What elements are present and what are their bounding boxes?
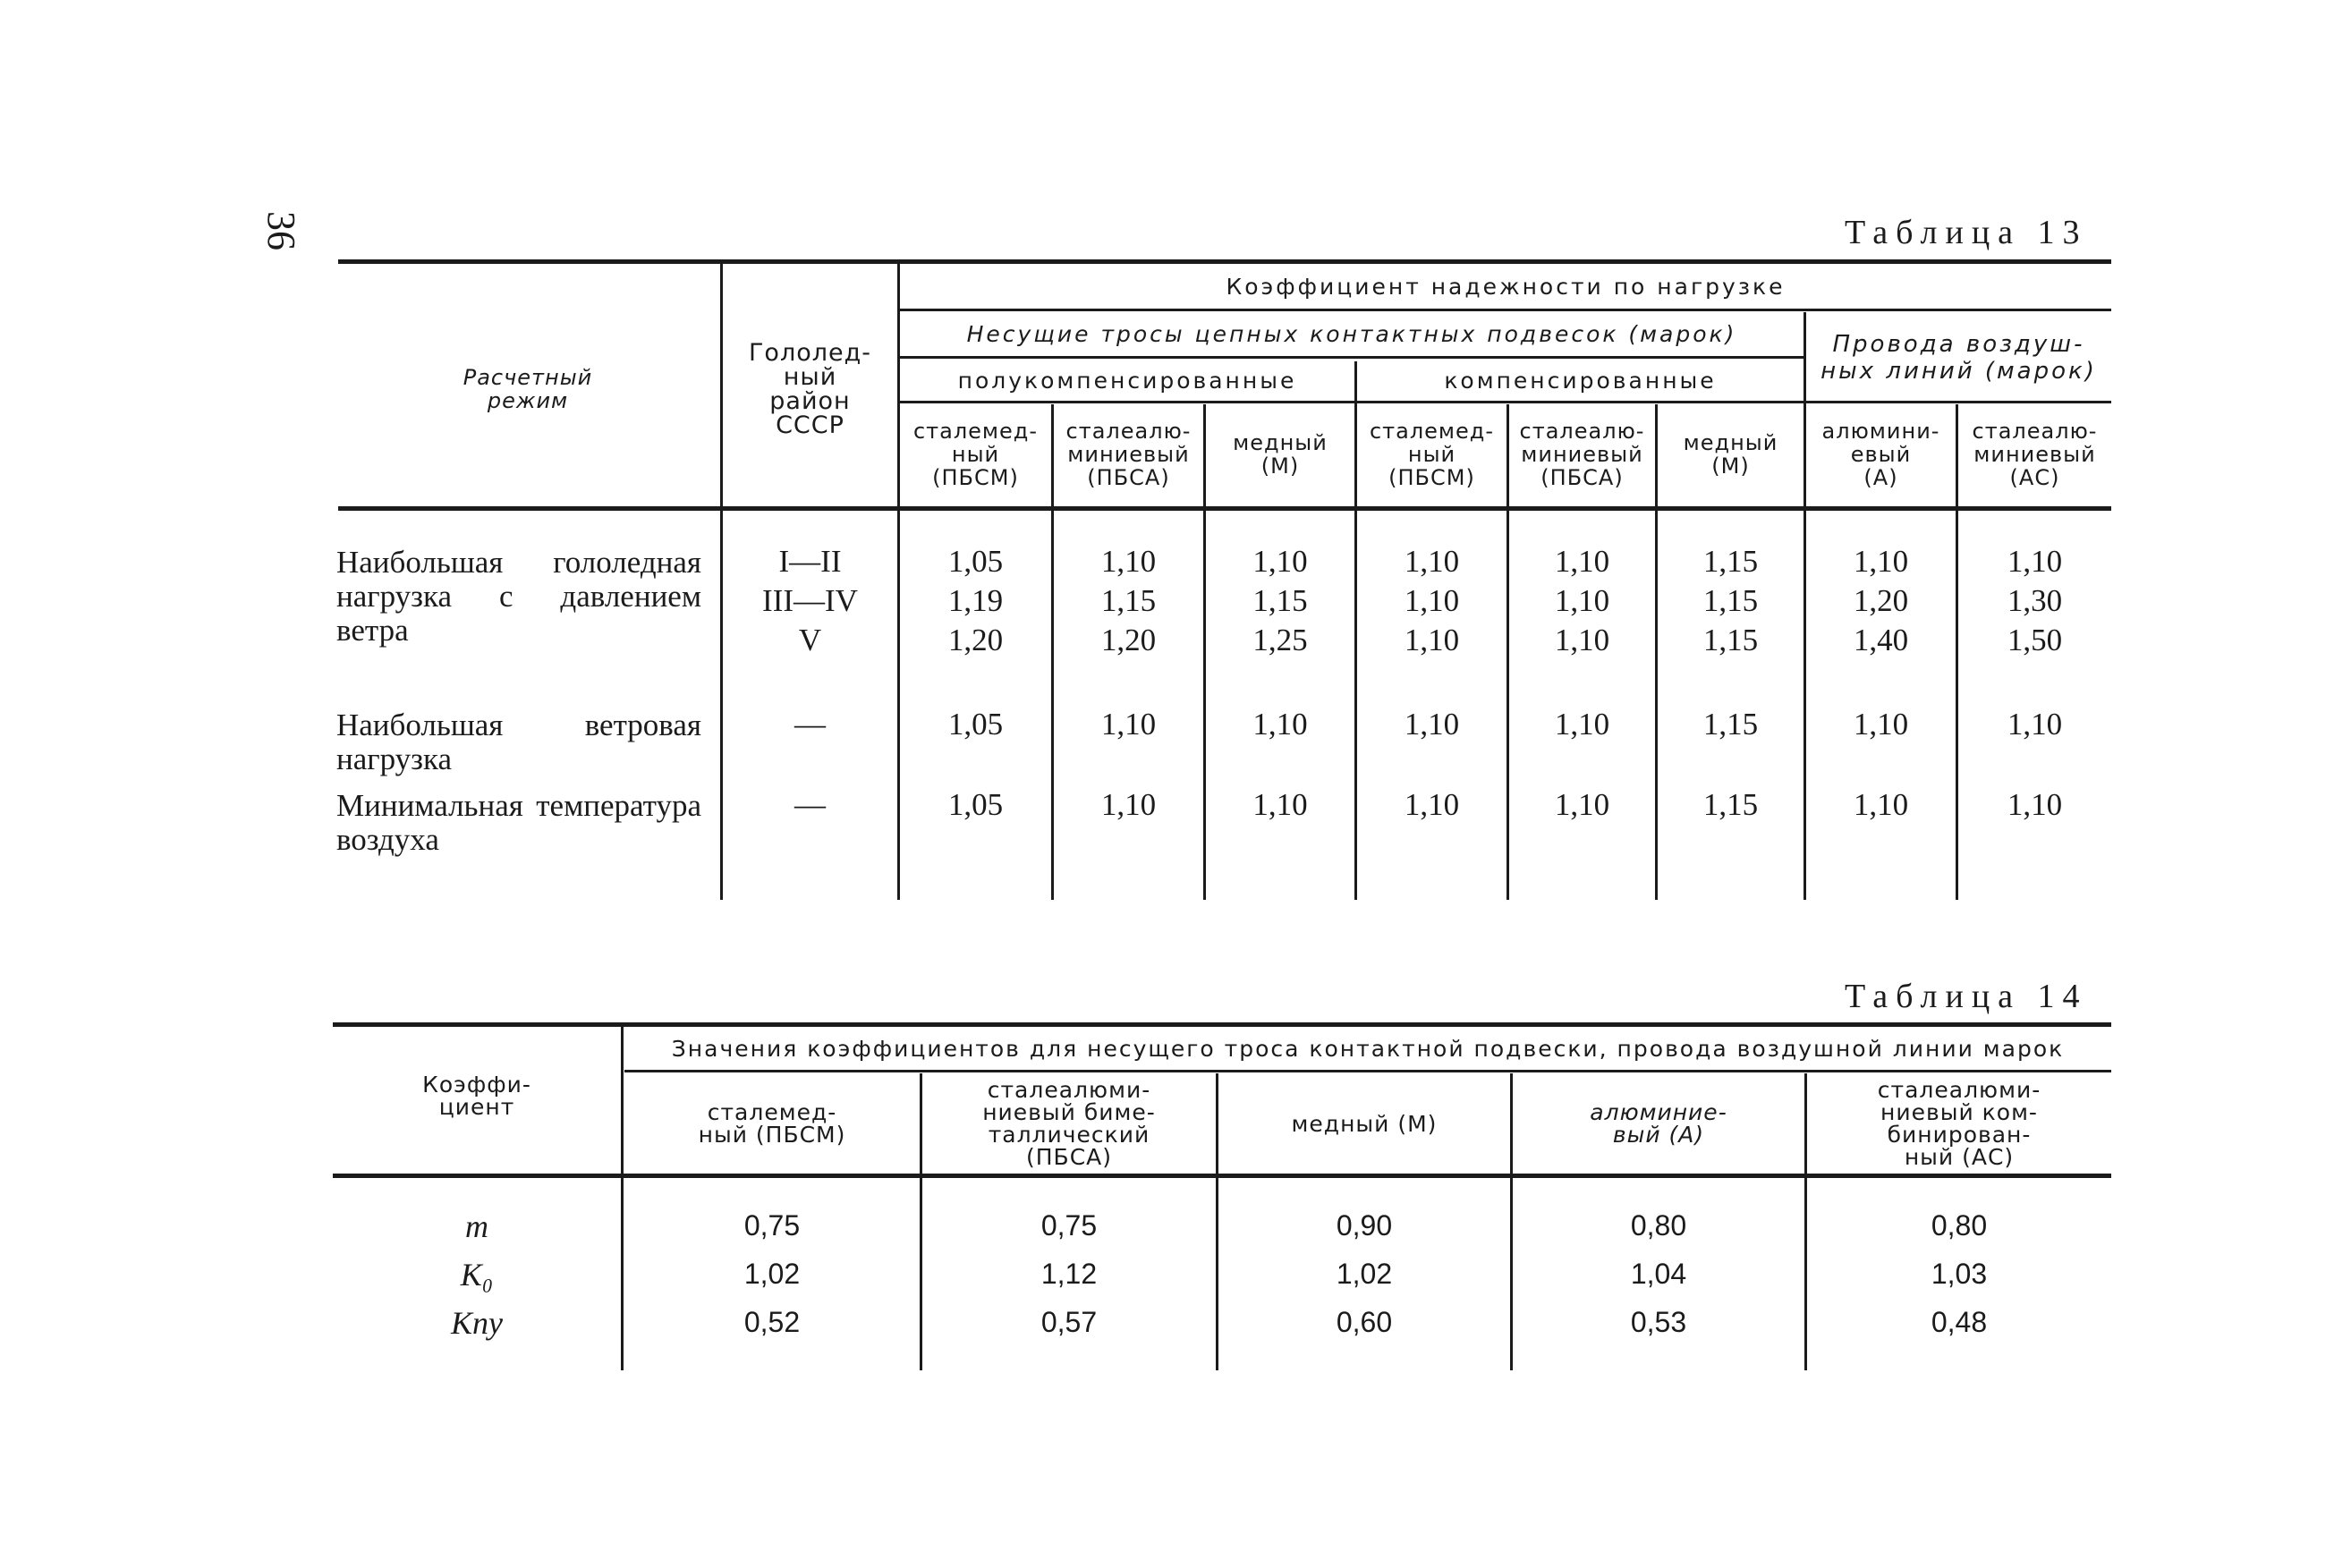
t14-header-col-1: сталемед- ный (ПБСМ) [698,1099,846,1148]
table13-cell: 1,10 1,20 1,40 [1853,544,1909,657]
table13-cell: 1,15 [1702,787,1759,822]
table13-cell: 1,10 [1404,707,1460,742]
table13-cell: 1,10 [2007,707,2063,742]
header-overhead-wires: Провода воздуш- ных линий (марок) [1821,331,2097,385]
table13-row-label: Наибольшая ветровая нагрузка [336,708,701,776]
t14-cell: 0,80 [1931,1209,1988,1242]
table13-top-rule [338,259,2111,264]
t14-cell: 1,02 [1336,1258,1393,1290]
header-region: Гололед- ный район СССР [748,339,872,439]
table13-cell: 1,10 1,10 1,10 [1404,544,1460,657]
t14-cell: 1,02 [743,1258,801,1290]
t14-cell: 0,75 [743,1209,801,1242]
table13-row-label: Наибольшая гололедная нагрузка с давлением ветра [336,545,701,648]
table13-row-region: — [794,707,826,742]
t14-header-col-3: медный (М) [1291,1110,1438,1137]
table13-cell: 1,10 [1853,707,1909,742]
header-col-3: медный (М) [1233,430,1328,479]
table13-cell: 1,10 [1100,787,1157,822]
t14-cell: 0,60 [1336,1306,1393,1338]
table13-cell: 1,10 [2007,787,2063,822]
t14-row-label: Kпу [451,1305,503,1341]
table13-header-rule [338,506,2111,511]
t14-cell: 0,90 [1336,1209,1393,1242]
header-col-1: сталемед- ный (ПБСМ) [912,419,1039,490]
table13-caption: Таблица 13 [1845,214,2088,251]
header-compensated: компенсированные [1444,367,1717,394]
t14-cell: 1,12 [1040,1258,1098,1290]
header-semi-compensated: полукомпенсированные [957,367,1297,394]
table13-cell: 1,10 [1554,707,1610,742]
table13-cell: 1,05 [947,787,1004,822]
t14-cell: 0,57 [1040,1306,1098,1338]
header-carrier-cables: Несущие тросы цепных контактных подвесок (марок) [966,320,1737,347]
header-col-6: медный (М) [1683,430,1778,479]
header-col-7: алюмини- евый (А) [1821,419,1940,490]
t14-cell: 0,52 [743,1306,801,1338]
table14-header-rule [333,1174,2111,1178]
table14-vline [621,1026,624,1370]
table13-cell: 1,10 [1853,787,1909,822]
table13-cell: 1,05 [947,707,1004,742]
page-number: 36 [259,211,303,250]
header-col-2: сталеалю- миниевый (ПБСА) [1065,419,1192,490]
t14-cell: 1,03 [1931,1258,1988,1290]
t14-header-col-2: сталеалюми- ниевый биме- таллический (ПБСА) [982,1077,1156,1170]
table13-rule-carrier [900,356,1804,359]
t14-cell: 0,80 [1630,1209,1687,1242]
t14-cell: 0,48 [1931,1306,1988,1338]
t14-cell: 0,75 [1040,1209,1098,1242]
table13-rule-subgroups [900,401,2111,403]
table13-row-region: I—II III—IV V [762,544,858,657]
t14-cell: 1,04 [1630,1258,1687,1290]
t14-row-label: m [465,1208,488,1244]
table13-cell: 1,10 1,15 1,20 [1100,544,1157,657]
table13-cell: 1,10 1,30 1,50 [2007,544,2063,657]
table13-rule-coef [900,309,2111,311]
table13-cell: 1,10 [1100,707,1157,742]
header-col-5: сталеалю- миниевый (ПБСА) [1519,419,1645,490]
table13-cell: 1,15 [1702,707,1759,742]
header-col-8: сталеалю- миниевый (АС) [1972,419,2098,490]
header-col-4: сталемед- ный (ПБСМ) [1369,419,1495,490]
header-mode: Расчетный режим [463,365,593,413]
t14-header-col-5: сталеалюми- ниевый ком- бинирован- ный (АС) [1877,1077,2041,1170]
table13-cell: 1,10 [1404,787,1460,822]
table14-rule-span [624,1070,2111,1072]
t14-header-col-4: алюминие- вый (А) [1590,1099,1727,1148]
table13-cell: 1,10 1,15 1,25 [1252,544,1308,657]
t14-cell: 0,53 [1630,1306,1687,1338]
table13-cell: 1,15 1,15 1,15 [1702,544,1759,657]
table13-cell: 1,10 [1554,787,1610,822]
t14-header-span: Значения коэффициентов для несущего троса контактной подвески, провода воздушной линии марок [671,1035,2065,1062]
table13-cell: 1,10 1,10 1,10 [1554,544,1610,657]
table13-cell: 1,05 1,19 1,20 [947,544,1004,657]
table13-row-label: Минимальная температура воздуха [336,788,701,857]
t14-header-coefficient: Коэффи- циент [422,1072,531,1120]
table13-row-region: — [794,787,826,822]
table13-cell: 1,10 [1252,787,1308,822]
header-coefficient: Коэффициент надежности по нагрузке [1226,273,1786,300]
t14-row-label: K₀ [460,1257,494,1293]
table14-top-rule [333,1022,2111,1027]
table13-cell: 1,10 [1252,707,1308,742]
table14-caption: Таблица 14 [1845,978,2088,1015]
